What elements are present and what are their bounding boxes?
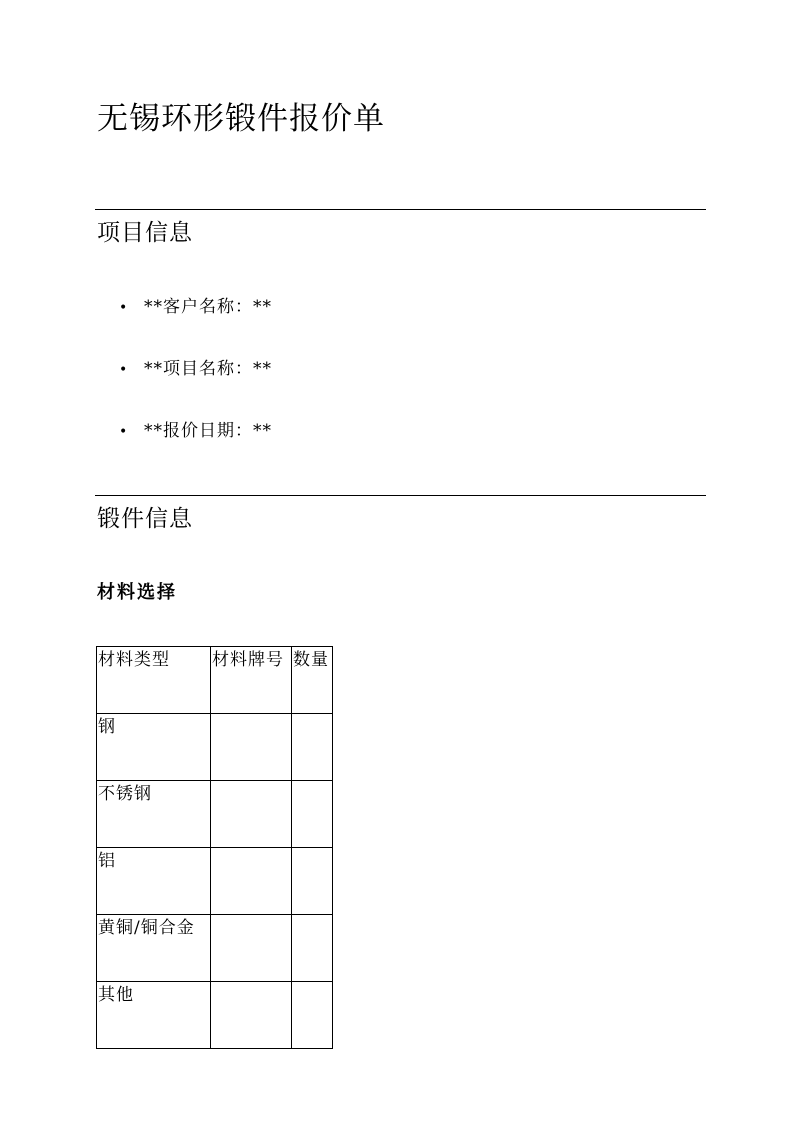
cell-material-type: 铝 <box>97 848 211 915</box>
cell-material-type: 黄铜/铜合金 <box>97 915 211 982</box>
cell-material-grade <box>211 781 292 848</box>
material-selection-heading: 材料选择 <box>97 582 177 603</box>
section-divider <box>95 209 706 210</box>
cell-quantity <box>292 714 333 781</box>
table-header-row <box>97 647 333 714</box>
cell-quantity <box>292 848 333 915</box>
bullet-icon: • <box>119 424 129 440</box>
customer-name-label: **客户名称：** <box>144 297 272 317</box>
material-table <box>96 646 333 1049</box>
cell-material-grade <box>211 848 292 915</box>
table-row <box>97 848 333 915</box>
table-row <box>97 781 333 848</box>
bullet-icon: • <box>119 362 129 378</box>
project-info-heading: 项目信息 <box>97 220 193 246</box>
table-row <box>97 714 333 781</box>
header-quantity: 数量 <box>292 647 333 714</box>
quote-date-label: **报价日期：** <box>144 421 272 441</box>
cell-quantity <box>292 982 333 1049</box>
forging-info-heading: 锻件信息 <box>97 506 193 532</box>
section-divider <box>95 495 706 496</box>
list-item-project-name <box>119 357 272 381</box>
cell-material-type: 其他 <box>97 982 211 1049</box>
bullet-icon: • <box>119 300 129 316</box>
cell-quantity <box>292 915 333 982</box>
table-row <box>97 982 333 1049</box>
list-item-customer-name <box>119 295 272 319</box>
cell-quantity <box>292 781 333 848</box>
cell-material-grade <box>211 714 292 781</box>
table-row <box>97 915 333 982</box>
cell-material-type: 钢 <box>97 714 211 781</box>
header-material-type: 材料类型 <box>97 647 211 714</box>
list-item-quote-date <box>119 419 272 443</box>
page-title: 无锡环形锻件报价单 <box>97 101 385 137</box>
project-name-label: **项目名称：** <box>144 359 272 379</box>
cell-material-grade <box>211 982 292 1049</box>
header-material-grade: 材料牌号 <box>211 647 292 714</box>
cell-material-grade <box>211 915 292 982</box>
cell-material-type: 不锈钢 <box>97 781 211 848</box>
